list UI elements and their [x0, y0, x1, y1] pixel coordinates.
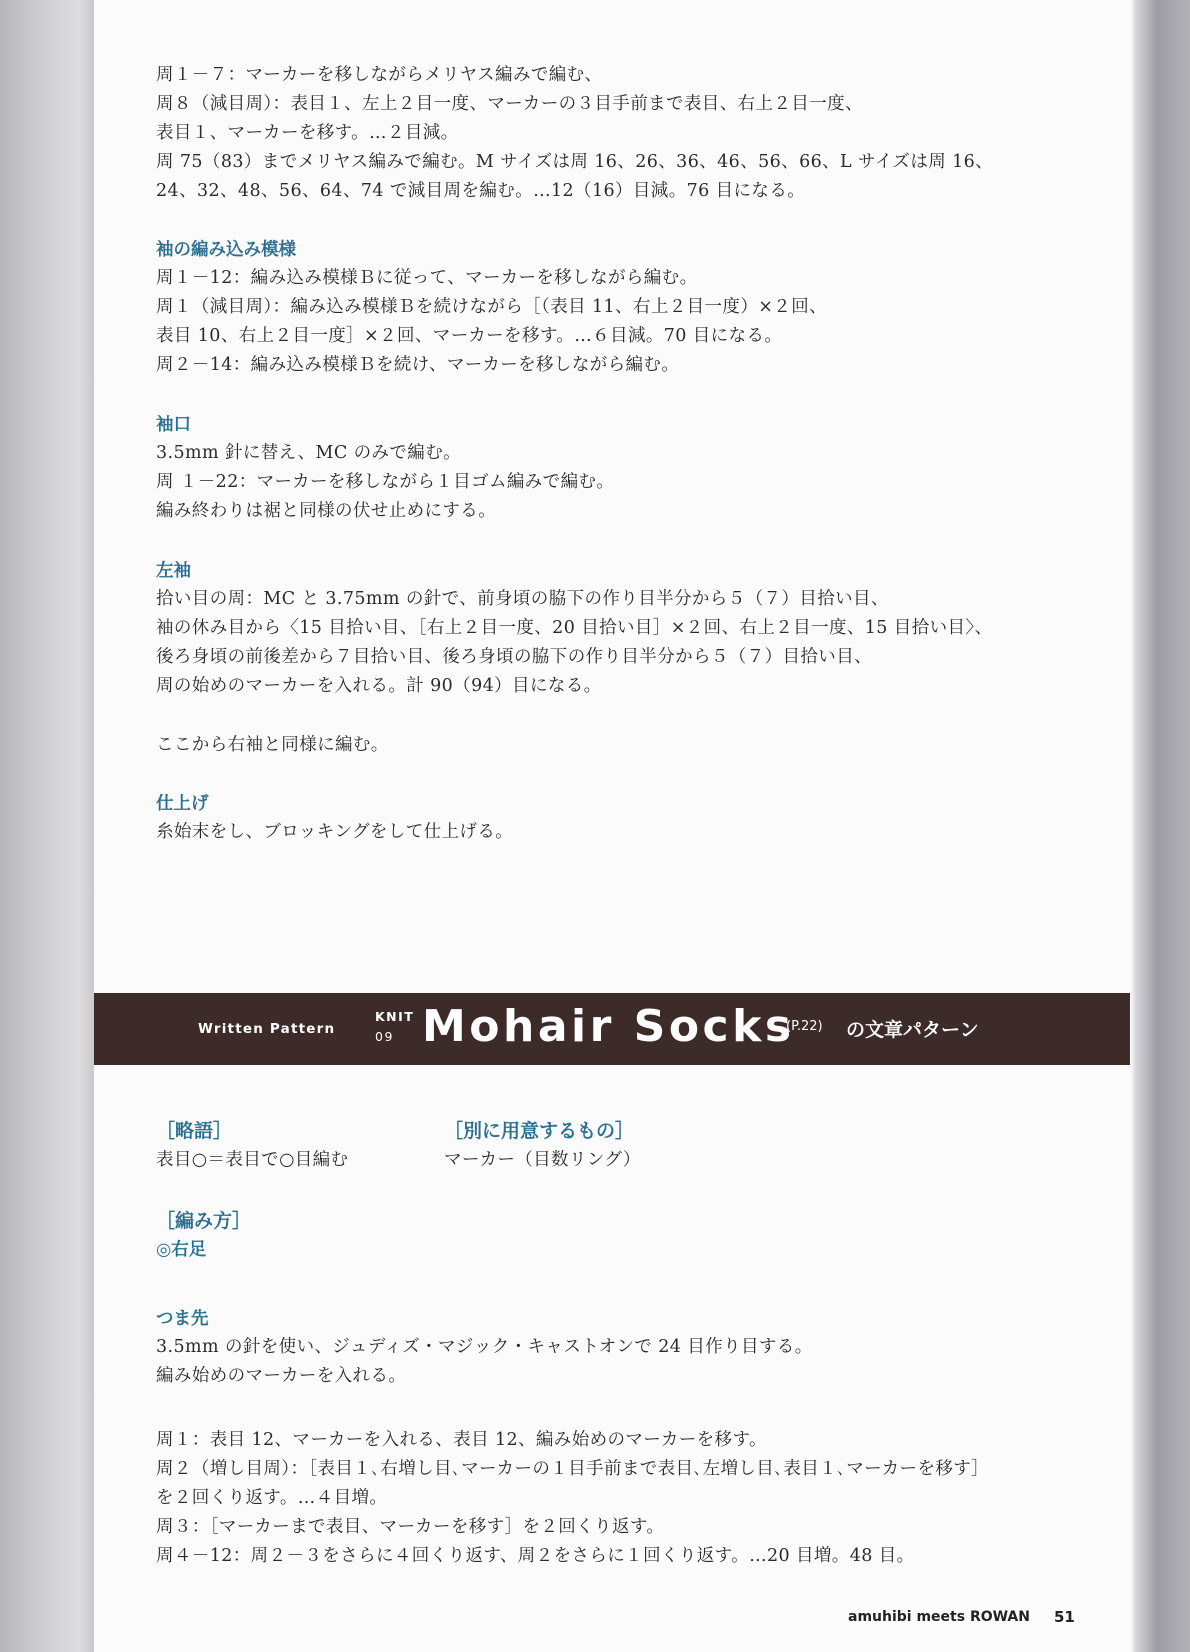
banner-suffix: の文章パターン: [846, 1019, 979, 1041]
left-sleeve-note: ここから右袖と同様に編む。: [156, 735, 389, 755]
text-line: 周１－７：マーカーを移しながらメリヤス編みで編む、: [156, 65, 603, 85]
top-instructions: [156, 61, 1096, 206]
text-line: を２回くり返す。…４目増。: [156, 1488, 388, 1508]
section-heading: 仕上げ: [156, 794, 209, 814]
text-line: 表目 10、右上２目一度］×２回、マーカーを移す。…６目減。70 目になる。: [156, 326, 783, 346]
text-line: 拾い目の周：MC と 3.75mm の針で、前身頃の脇下の作り目半分から５（７）目拾い目、: [156, 589, 889, 609]
banner-knit-number: 09: [375, 1029, 394, 1044]
section-left-sleeve: [156, 557, 1096, 701]
section-heading: 袖口: [156, 415, 191, 435]
text-line: 周２（増し目周）：［表目１､右増し目､マーカーの１目手前まで表目､左増し目､表目１､マーカーを移す］: [156, 1459, 990, 1479]
text-line: 後ろ身頃の前後差から７目拾い目、後ろ身頃の脇下の作り目半分から５（７）目拾い目、: [156, 647, 872, 667]
text-line: 周４－12：周２－３をさらに４回くり返す、周２をさらに１回くり返す。…20 目増。48 目。: [156, 1546, 915, 1566]
section-heading: つま先: [156, 1309, 209, 1329]
binding-gutter-left: [0, 0, 94, 1652]
section-toe: [156, 1305, 1096, 1391]
section-heading: ［別に用意するもの］: [444, 1120, 635, 1142]
section-finishing: [156, 790, 1096, 847]
banner-knit-label: KNIT: [375, 1009, 415, 1024]
text-line: 周８（減目周）：表目１、左上２目一度、マーカーの３目手前まで表目、右上２目一度、: [156, 94, 863, 114]
text-line: 周の始めのマーカーを入れる。計 90（94）目になる。: [156, 676, 602, 696]
text-line: 周１（減目周）：編み込み模様Ｂを続けながら［（表目 11、右上２目一度）×２回、: [156, 297, 827, 317]
text-line: 糸始末をし、ブロッキングをして仕上げる。: [156, 822, 514, 842]
section-heading: 左袖: [156, 561, 191, 581]
text-line: 袖の休み目から〈15 目拾い目、［右上２目一度、20 目拾い目］×２回、右上２目一度、15 目拾い目〉、: [156, 618, 993, 638]
text-line: 周１－12：編み込み模様Ｂに従って、マーカーを移しながら編む。: [156, 268, 698, 288]
text-line: 周 75（83）までメリヤス編みで編む。M サイズは周 16、26、36、46、56、66、L サイズは周 16、: [156, 152, 994, 172]
text-line: マーカー（目数リング）: [444, 1150, 641, 1170]
page-number: 51: [1054, 1608, 1075, 1626]
banner-title: Mohair Socks: [422, 1001, 795, 1052]
footer-brand: amuhibi meets ROWAN: [848, 1609, 1030, 1625]
section-heading: ［略語］: [156, 1120, 233, 1142]
section-cuff: [156, 411, 1096, 526]
section-rounds: [156, 1426, 1096, 1571]
text-line: 周 １－22：マーカーを移しながら１目ゴム編みで編む。: [156, 472, 615, 492]
document-page: [94, 0, 1130, 1652]
page-edge-right: [1130, 0, 1190, 1652]
section-method: [156, 1206, 1096, 1264]
method-subheading: ◎右足: [156, 1240, 207, 1260]
section-heading: ［編み方］: [156, 1210, 252, 1232]
section-extras: [444, 1116, 844, 1175]
text-line: 24、32、48、56、64、74 で減目周を編む。…12（16）目減。76 目になる。: [156, 181, 806, 201]
text-line: 3.5mm 針に替え、MC のみで編む。: [156, 443, 462, 463]
section-heading: 袖の編み込み模様: [156, 240, 296, 260]
text-line: 表目○＝表目で○目編む: [156, 1150, 349, 1170]
banner-written-pattern: Written Pattern: [198, 1021, 336, 1037]
banner-page-ref: (P.22): [786, 1019, 823, 1034]
text-line: 表目１、マーカーを移す。…２目減。: [156, 123, 459, 143]
section-abbreviations: [156, 1116, 436, 1175]
text-line: 周２－14：編み込み模様Ｂを続け、マーカーを移しながら編む。: [156, 355, 680, 375]
text-line: 周３：［マーカーまで表目、マーカーを移す］を２回くり返す。: [156, 1517, 665, 1537]
pattern-title-banner: [94, 993, 1130, 1065]
text-line: 編み始めのマーカーを入れる。: [156, 1366, 407, 1386]
text-line: 周１：表目 12、マーカーを入れる、表目 12、編み始めのマーカーを移す。: [156, 1430, 767, 1450]
section-sleeve-pattern: [156, 236, 1096, 380]
text-line: 3.5mm の針を使い、ジュディズ・マジック・キャストオンで 24 目作り目する。: [156, 1337, 813, 1357]
text-line: 編み終わりは裾と同様の伏せ止めにする。: [156, 501, 497, 521]
